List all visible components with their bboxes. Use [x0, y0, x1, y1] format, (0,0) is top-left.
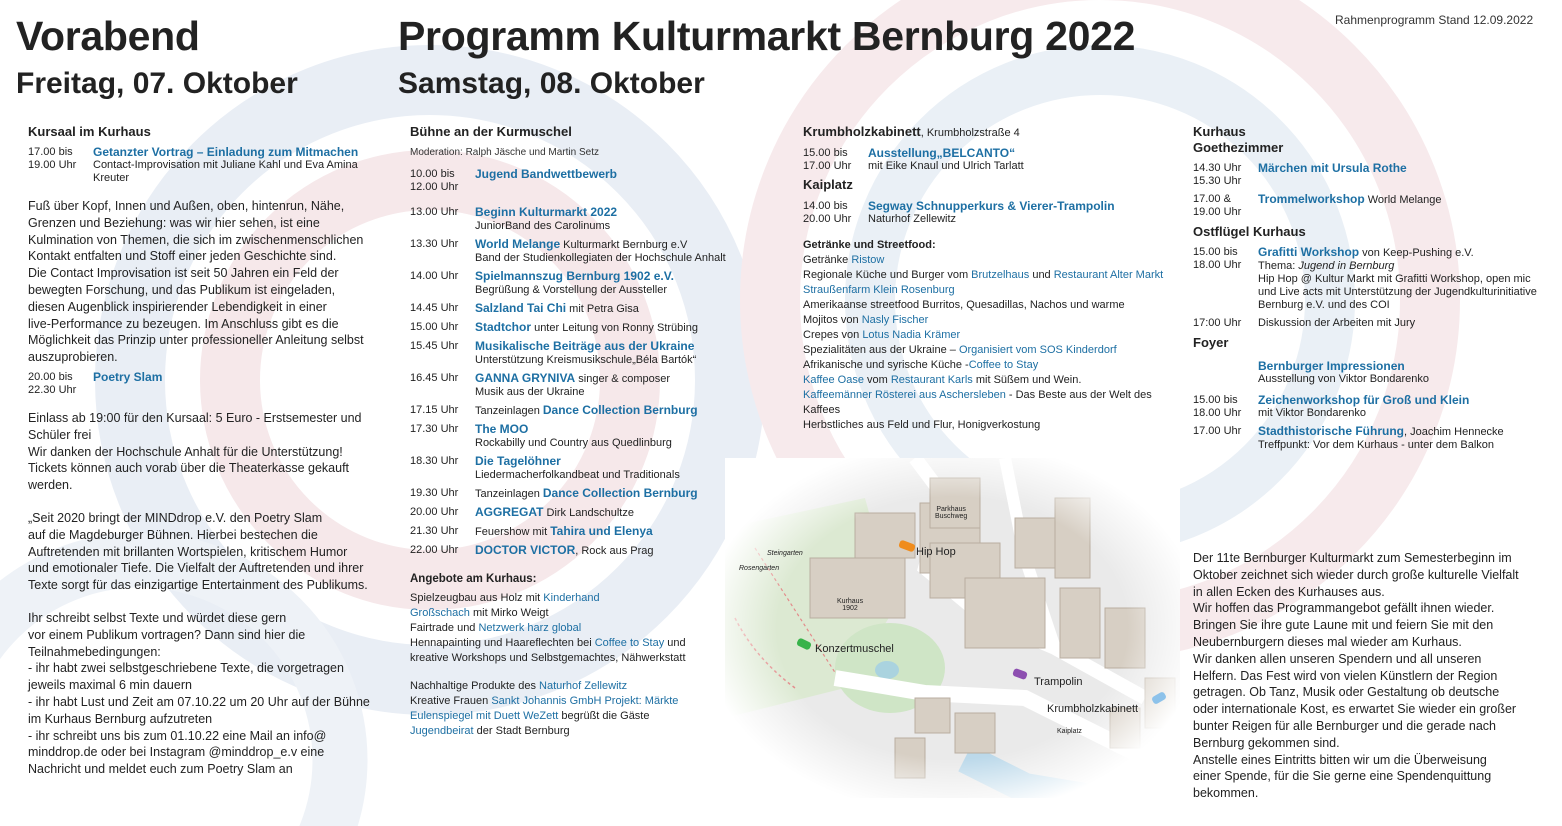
food-item [803, 403, 1168, 418]
event-time: 10.00 bis 12.00 Uhr [410, 168, 459, 193]
closing-paragraph: Der 11te Bernburger Kulturmarkt zum Semesterbeginn im Oktober zeichnet sich wieder durch große kulturelle Vielfalt in allen Ecken des Kurhauses aus. Wir hoffen das Programmangebot gefällt ihnen wieder. Bringen Sie ihre gute Laune mit und feiern Sie mit den Neubernburgern dieses mal wieder am Kurhaus. Wir danken allen unseren Spendern und all unseren Helfern. Das Fest wird von vielen Künstlern der Region getragen. Ob Tanz, Musik oder Gestaltung ob deutsche oder internationale Kost, es erwartet Sie wieder ein großer bunter Reigen für alle Bernburger und die gerade nach Bernburg gekommen sind. Anstelle eines Eintritts bitten wir um die Überweisung einer Spende, für die Sie gerne eine Spendenquittung bekommen. [1193, 551, 1519, 801]
list-item [410, 606, 770, 621]
stage-program [410, 168, 770, 558]
map-label-kaiplatz: Kaiplatz [1057, 728, 1082, 735]
event-pre: Feuershow mit [475, 526, 551, 538]
event-row [410, 372, 770, 399]
section-heading-goethezimmer: Goethezimmer [1193, 140, 1284, 155]
event-post: Dirk Landschultze [543, 507, 634, 519]
event-time: 17:00 Uhr [1193, 317, 1242, 329]
event-line [475, 404, 770, 418]
event-row [410, 302, 770, 316]
friday-date: Freitag, 07. Oktober [16, 67, 298, 100]
event-detail [475, 270, 770, 297]
event-detail [475, 372, 770, 399]
event-row [410, 238, 770, 265]
list-item [410, 591, 770, 606]
event-time: 18.30 Uhr [410, 455, 459, 467]
list-item [410, 724, 770, 739]
vorabend-title: Vorabend [16, 13, 200, 59]
event-time: 14.00 Uhr [410, 270, 459, 282]
paragraph-tickets: Einlass ab 19:00 für den Kursaal: 5 Euro - Erstsemester und Schüler frei Wir danken der Hochschule Anhalt für die Unterstützung! Tickets können auch vorab über die Theaterkasse gekauft werden. [28, 410, 362, 493]
list-item [410, 694, 770, 709]
event-desc: Diskussion der Arbeiten mit Jury [1258, 317, 1416, 329]
event-time: 22.00 Uhr [410, 544, 459, 556]
item-link: Brutzelhaus [971, 269, 1030, 281]
item-text: Mojitos von [803, 314, 862, 326]
event-row [410, 544, 770, 558]
event-time: 19.30 Uhr [410, 487, 459, 499]
event-row [1193, 317, 1538, 330]
event-title: Bernburger Impressionen [1258, 359, 1405, 373]
list-item [410, 651, 770, 666]
item-link: Restaurant Alter Markt [1053, 269, 1164, 281]
list-item [410, 709, 770, 724]
event-title: Die Tagelöhner [475, 454, 561, 468]
food-item [803, 298, 1168, 313]
event-post: singer & composer [575, 373, 670, 385]
event-post: unter Leitung von Ronny Strübing [531, 322, 698, 334]
event-row [410, 506, 770, 520]
event-title: Zeichenworkshop für Groß und Klein [1258, 393, 1470, 407]
event-row: Bernburger Impressionen Ausstellung von Viktor Bondarenko [1193, 360, 1538, 386]
column-friday [28, 124, 388, 778]
event-desc: mit Eike Knaul und Ulrich Tarlatt [868, 160, 1024, 172]
map-label-kurhaus: Kurhaus 1902 [837, 598, 864, 612]
event-row [28, 146, 388, 185]
item-text: vom [863, 374, 891, 386]
event-title: Stadthistorische Führung [1258, 424, 1405, 438]
item-link: Großschach [410, 607, 470, 619]
item-text: Hennapainting und Haareflechten bei [410, 637, 595, 649]
event-detail [475, 168, 770, 194]
map-label-rosengarten: Rosengarten [739, 565, 780, 572]
item-link: Straußenfarm Klein Rosenburg [803, 284, 955, 296]
event-detail [475, 321, 770, 335]
item-text: der Stadt Bernburg [473, 725, 570, 737]
food-item [803, 268, 1168, 283]
event-title: DOCTOR VICTOR [475, 543, 576, 557]
event-title: Märchen mit Ursula Rothe [1258, 161, 1407, 175]
event-title: Segway Schnupperkurs & Vierer-Trampolin [868, 199, 1115, 213]
event-time: 13.00 Uhr [410, 206, 459, 218]
event-line [475, 321, 770, 335]
offers-heading: Angebote am Kurhaus: [410, 573, 537, 585]
event-row: 15.00 bis 18.00 Uhr Zeichenworkshop für Groß und Klein mit Viktor Bondarenko [1193, 394, 1538, 420]
saturday-date: Samstag, 08. Oktober [398, 67, 705, 100]
paragraph-conditions: Ihr schreibt selbst Texte und würdet diese gern vor einem Publikum vortragen? Dann sind hier die Teilnahmebedingungen: - ihr habt zwei selbstgeschriebene Texte, die vorgetragen jeweils maximal 6 min dauern - ihr habt Lust und Zeit am 07.10.22 um 20 Uhr auf der Bühne im Kurhaus Bernburg aufzutreten - ihr schreibt uns bis zum 01.10.22 eine Mail an info@ minddrop.de oder bei Instagram @minddrop_e.v eine Nachricht und meldet euch zum Poetry Slam an [28, 610, 370, 777]
item-text: und [664, 637, 686, 649]
event-detail [475, 238, 770, 265]
event-line [475, 372, 770, 386]
event-row: 17.00 & 19.00 Uhr Trommelworkshop World Melange [1193, 192, 1442, 218]
event-time: 15.00 bis 18.00 Uhr [1193, 394, 1242, 419]
section-heading-kursaal: Kursaal im Kurhaus [28, 124, 151, 139]
section-heading-ostfluegel: Ostflügel Kurhaus [1193, 224, 1306, 239]
section-heading-foyer: Foyer [1193, 335, 1229, 350]
event-time: 17.15 Uhr [410, 404, 459, 416]
event-time: 17.30 Uhr [410, 423, 459, 435]
item-link: Jugendbeirat [410, 725, 474, 737]
event-time: 15.00 Uhr [410, 321, 459, 333]
event-row [410, 525, 770, 539]
section-heading-kaiplatz: Kaiplatz [803, 177, 853, 192]
item-link: Netzwerk harz global [478, 622, 582, 634]
event-title: Poetry Slam [93, 369, 163, 384]
item-text: mit Süßem und Wein. [972, 374, 1082, 386]
list-item [410, 636, 770, 651]
item-link: Ristow [851, 254, 885, 266]
column-kurhaus [1193, 124, 1538, 457]
page-title: Programm Kulturmarkt Bernburg 2022 [398, 13, 1136, 59]
map-label-steingarten: Steingarten [767, 550, 803, 557]
item-text: Kaffees [803, 404, 841, 416]
event-row [28, 371, 388, 397]
item-link: Naturhof Zellewitz [539, 680, 628, 692]
event-desc: Unterstützung Kreismusikschule„Béla Bartók“ [475, 354, 697, 366]
section-heading-krumbholz: Krumbholzkabinett, Krumbholzstraße 4 [803, 124, 1020, 139]
item-link: Organisiert vom SOS Kinderdorf [958, 344, 1117, 356]
event-title: The MOO [475, 422, 529, 436]
event-row [803, 200, 1168, 226]
event-row [410, 487, 770, 501]
event-post: mit Petra Gisa [566, 303, 639, 315]
event-line [475, 206, 770, 220]
moderation-text: Moderation: Ralph Jäsche und Martin Setz [410, 147, 599, 158]
event-row [1193, 162, 1538, 188]
event-desc: Liedermacherfolkandbeat und Traditionals [475, 469, 680, 481]
item-text: Nachhaltige Produkte des [410, 680, 540, 692]
event-row [410, 340, 770, 367]
column-buehne [410, 124, 770, 739]
offers-list [410, 591, 770, 666]
item-link: Kinderhand [543, 592, 600, 604]
map-label-parkhaus: Parkhaus Buschweg [935, 506, 968, 520]
event-row [410, 321, 770, 335]
map-label-trampolin: Trampolin [1034, 676, 1083, 688]
event-line [475, 238, 770, 252]
event-time: 20.00 Uhr [410, 506, 459, 518]
event-line [475, 423, 770, 437]
item-text: Spielzeugbau aus Holz mit [410, 592, 544, 604]
event-line [475, 340, 770, 354]
item-link: Restaurant Karls [890, 374, 973, 386]
item-text: Spezialitäten aus der Ukraine – [803, 344, 959, 356]
list-item [410, 621, 770, 636]
food-item [803, 418, 1168, 433]
site-map [725, 458, 1180, 798]
paragraph-minddrop: „Seit 2020 bringt der MINDdrop e.V. den Poetry Slam auf die Magdeburger Bühnen. Hierbei bestechen die Auftretenden mit brillanten Wortspielen, kritischem Humor und emotionaler Tiefe. Die Vielfalt der Auftretenden und ihrer Texte sorgt für das einzigartige Entertainment des Publikums. [28, 510, 368, 593]
item-text: mit Mirko Weigt [469, 607, 549, 619]
item-text: Crepes von [803, 329, 863, 341]
item-text: Getränke [803, 254, 852, 266]
item-text: Kreative Frauen [410, 695, 492, 707]
event-row [803, 147, 1168, 173]
event-title: Trommelworkshop [1258, 192, 1365, 206]
food-item [803, 373, 1168, 388]
event-desc: Contact-Improvisation mit Juliane Kahl und Eva Amina Kreuter [93, 159, 358, 184]
offers-list-2 [410, 679, 770, 739]
event-title: Salzland Tai Chi [475, 301, 567, 315]
event-time: 14.45 Uhr [410, 302, 459, 314]
event-pre: Tanzeinlagen [475, 488, 543, 500]
event-title: Beginn Kulturmarkt 2022 [475, 205, 618, 219]
event-detail [475, 404, 770, 418]
event-time: 14.30 Uhr 15.30 Uhr [1193, 162, 1242, 187]
food-item [803, 388, 1168, 403]
event-row [410, 206, 770, 233]
list-item [410, 679, 770, 694]
item-link: Kaffeemänner Rösterei aus Aschersleben [803, 389, 1006, 401]
event-desc: Musik aus der Ukraine [475, 386, 585, 398]
event-title: Tahira und Elenya [550, 524, 653, 538]
map-label-konzertmuschel: Konzertmuschel [815, 643, 894, 655]
event-title: Jugend Bandwettbewerb [475, 167, 618, 181]
event-time: 15.45 Uhr [410, 340, 459, 352]
event-line [475, 168, 770, 182]
event-title: Ausstellung„BELCANTO“ [868, 146, 1016, 160]
map-label-krumbholz: Krumbholzkabinett [1047, 703, 1139, 715]
item-link: Eulenspiegel mit Duett WeZett [410, 710, 559, 722]
event-title: Dance Collection Bernburg [542, 486, 698, 500]
food-item [803, 283, 1168, 298]
event-title: Dance Collection Bernburg [542, 403, 698, 417]
event-title: Grafitti Workshop [1258, 245, 1360, 259]
item-link: Kaffee Oase [803, 374, 864, 386]
event-line [475, 302, 770, 316]
event-time: 15.00 bis 18.00 Uhr [1193, 246, 1242, 271]
item-text: und [1029, 269, 1054, 281]
event-title: Stadtchor [475, 320, 532, 334]
event-desc: Band der Studienkollegiaten der Hochschule Anhalt [475, 252, 726, 264]
event-post: , Rock aus Prag [575, 545, 654, 557]
event-time: 15.00 bis 17.00 Uhr [803, 147, 852, 172]
item-link: Nasly Fischer [861, 314, 929, 326]
event-desc: Naturhof Zellewitz [868, 213, 957, 225]
food-item [803, 313, 1168, 328]
item-text: Fairtrade und [410, 622, 479, 634]
event-row [410, 270, 770, 297]
event-title: Musikalische Beiträge aus der Ukraine [475, 339, 695, 353]
map-label-hiphop: Hip Hop [916, 546, 956, 558]
food-item [803, 328, 1168, 343]
section-heading-buehne: Bühne an der Kurmuschel [410, 124, 572, 139]
event-detail [475, 423, 770, 450]
event-time: 13.30 Uhr [410, 238, 459, 250]
event-detail [475, 302, 770, 316]
stand-date: Rahmenprogramm Stand 12.09.2022 [1335, 13, 1534, 27]
item-text: Amerikaanse streetfood Burritos, Quesadillas, Nachos und warme [803, 299, 1125, 311]
event-detail [475, 206, 770, 233]
event-pre: Tanzeinlagen [475, 405, 543, 417]
event-time: 17.00 bis 19.00 Uhr [28, 146, 77, 171]
event-time: 21.30 Uhr [410, 525, 459, 537]
event-title: AGGREGAT [475, 505, 544, 519]
event-row: 15.00 bis 18.00 Uhr Grafitti Workshop von Keep-Pushing e.V. Thema: Jugend in Bernburg Hip Hop @ Kultur Markt mit Grafitti Workshop, open mic und Live acts mit Unterstützung der Jugendkulturinitiative Bernburg e.V. und des COI [1193, 245, 1537, 311]
event-row [410, 168, 770, 194]
event-time: 17.00 Uhr [1193, 425, 1242, 437]
event-title: Spielmannszug Bernburg 1902 e.V. [475, 269, 674, 283]
food-item [803, 358, 1168, 373]
event-desc: Rockabilly und Country aus Quedlinburg [475, 437, 672, 449]
event-desc: Begrüßung & Vorstellung der Aussteller [475, 284, 668, 296]
food-item [803, 343, 1168, 358]
item-text: Herbstliches aus Feld und Flur, Honigverkostung [803, 419, 1041, 431]
item-link: Coffee to Stay [594, 637, 665, 649]
event-line [475, 270, 770, 284]
event-title: World Melange [475, 237, 561, 251]
item-link: Lotus Nadia Krämer [862, 329, 961, 341]
event-row: 17.00 Uhr Stadthistorische Führung, Joachim Hennecke Treffpunkt: Vor dem Kurhaus - unter dem Balkon [1193, 424, 1504, 451]
item-text: Regionale Küche und Burger vom [803, 269, 972, 281]
item-link: Sankt Johannis GmbH Projekt: Märkte [491, 695, 679, 707]
event-row [410, 423, 770, 450]
item-text: begrüßt die Gäste [558, 710, 650, 722]
event-row [410, 455, 770, 482]
food-list [803, 253, 1168, 433]
event-desc: JuniorBand des Carolinums [475, 220, 611, 232]
event-post: Kulturmarkt Bernburg e.V [560, 239, 688, 251]
food-heading: Getränke und Streetfood: [803, 239, 936, 251]
event-time: 20.00 bis 22.30 Uhr [28, 370, 77, 396]
event-time: 14.00 bis 20.00 Uhr [803, 200, 852, 225]
event-title: Getanzter Vortrag – Einladung zum Mitmachen [93, 145, 359, 159]
item-text: Afrikanische und syrische Küche - [803, 359, 969, 371]
column-krumbholz [803, 124, 1168, 433]
section-heading-kurhaus: Kurhaus [1193, 124, 1246, 139]
event-detail [475, 340, 770, 367]
item-text: kreative Workshops und Selbstgemachtes, Nähwerkstatt [410, 652, 686, 664]
event-time: 17.00 & 19.00 Uhr [1193, 193, 1242, 218]
item-link: Coffee to Stay [968, 359, 1039, 371]
event-title: GANNA GRYNIVA [475, 371, 576, 385]
paragraph-contact-improvisation: Fuß über Kopf, Innen und Außen, oben, hintenrun, Nähe, Grenzen und Beziehung: was wir hier sehen, ist eine Kulmination von Themen, die sich im zwischenmenschlichen Kontakt entfalten und Stoff einer jeden Geschichte sind. Die Contact Improvisation ist seit 50 Jahren ein Feld der bewegten Forschung, und das Publikum ist eingeladen, diesen Augenblick inspirierender Lebendigkeit in einer live-Performance zu bezeugen. Im Anschluss gibt es die Möglichkeit das Prinzip unter professioneller Anleitung selbst auszuprobieren. [28, 199, 364, 365]
item-text: - Das Beste aus der Welt des [1005, 389, 1152, 401]
event-row [410, 404, 770, 418]
event-time: 16.45 Uhr [410, 372, 459, 384]
food-item [803, 253, 1168, 268]
